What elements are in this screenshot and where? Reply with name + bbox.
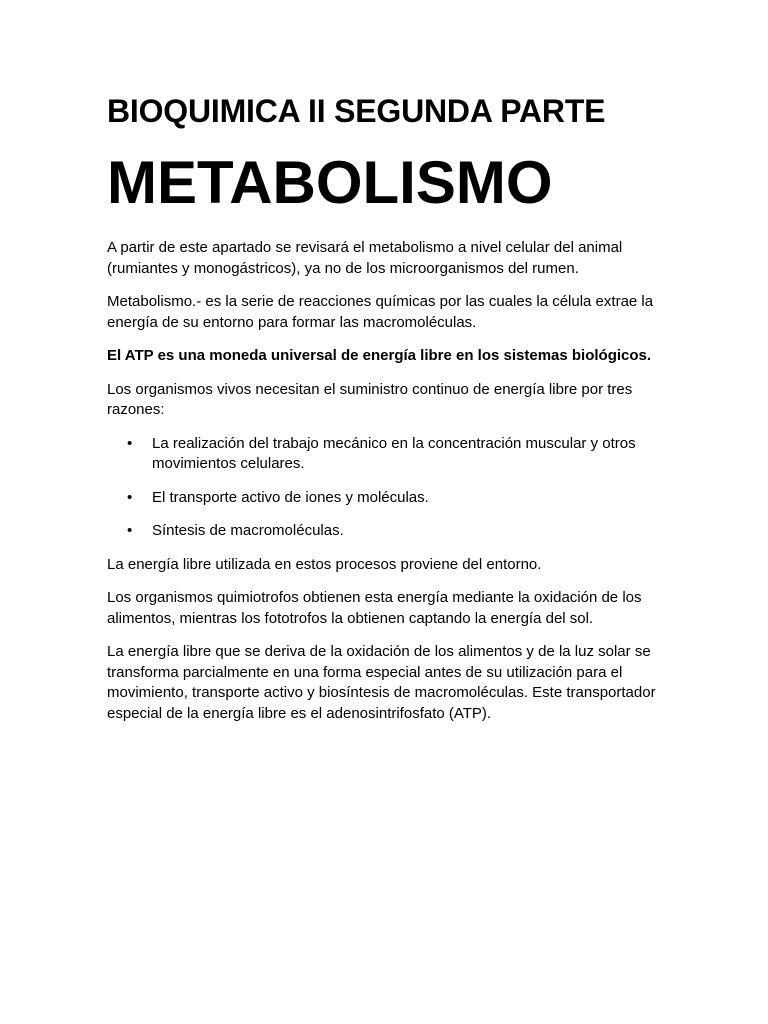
reasons-paragraph: Los organismos vivos necesitan el suministro continuo de energía libre por tres razones: [107,380,633,418]
document-page [107,92,667,737]
chemotrophs-paragraph: Los organismos quimiotrofos obtienen esta energía mediante la oxidación de los alimentos, mientras los fototrofos la obtienen captando la energía del sol. [107,589,642,627]
list-item [107,521,667,542]
list-item [107,434,667,475]
document-title: METABOLISMO [107,149,553,216]
bullet-icon: • [127,522,133,539]
atp-heading: El ATP es una moneda universal de energía libre en los sistemas biológicos. [107,347,652,364]
list-item-text: La realización del trabajo mecánico en la concentración muscular y otros movimientos celulares. [152,434,636,472]
intro-paragraph: A partir de este apartado se revisará el metabolismo a nivel celular del animal (rumiantes y monogástricos), ya no de los microorganismos del rumen. [107,239,623,277]
document-subtitle: BIOQUIMICA II SEGUNDA PARTE [107,93,606,129]
atp-paragraph: La energía libre que se deriva de la oxidación de los alimentos y de la luz solar se transforma parcialmente en una forma especial antes de su utilización para el movimiento, transporte activo y biosíntesis de macromoléculas. Este transportador especial de la energía libre es el adenosintrifosfato (ATP). [107,643,656,722]
energy-source-paragraph: La energía libre utilizada en estos procesos proviene del entorno. [107,555,542,573]
definition-paragraph: Metabolismo.- es la serie de reacciones químicas por las cuales la célula extrae la energía de su entorno para formar las macromoléculas. [107,293,654,331]
bullet-icon: • [127,434,133,452]
list-item-text: Síntesis de macromoléculas. [152,522,344,539]
list-item [107,488,667,509]
reasons-list [107,434,667,542]
list-item-text: El transporte activo de iones y moléculas. [152,488,429,506]
bullet-icon: • [127,488,133,506]
